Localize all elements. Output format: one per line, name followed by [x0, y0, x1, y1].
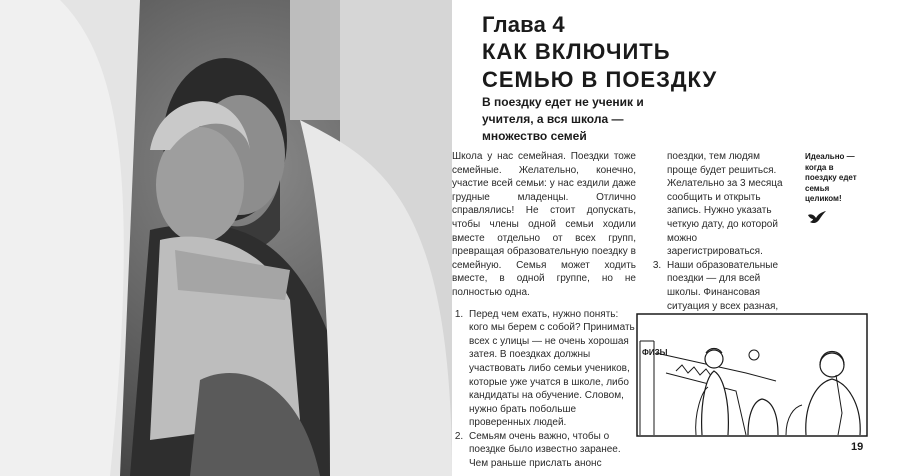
- list-item: 2. Семьям очень важно, чтобы о поездке было известно заранее. Чем раньше прислать анонс: [466, 430, 636, 471]
- page-number: 19: [851, 441, 864, 453]
- list-item-continuation: поездки, тем людям проще будет решиться. Желательно за 3 месяца сообщить и открыть запись. Нужно указать четкую дату, до которой можно зарегистрироваться.: [667, 151, 783, 258]
- sidenote: Идеально — когда в поездку едет семья целиком!: [805, 152, 857, 203]
- text-column-left: [452, 150, 636, 471]
- text-page: [452, 0, 900, 476]
- chapter-title: [482, 38, 717, 94]
- chapter-label: Глава 4: [482, 12, 565, 37]
- subtitle: В поездку едет не ученик и учителя, а вся школа — множество семей: [482, 95, 644, 143]
- list-item: 3. Наши образовательные поездки — для всей школы. Финансовая ситуация у всех разная,: [664, 259, 791, 395]
- illustration-sign: ФИЗЫ: [642, 348, 668, 357]
- title-line: СЕМЬЮ В ПОЕЗДКУ: [482, 67, 718, 92]
- illustration: [636, 313, 868, 437]
- title-line: КАК ВКЛЮЧИТЬ: [482, 39, 671, 64]
- bird-icon: [807, 210, 827, 226]
- intro-paragraph: Школа у нас семейная. Поездки тоже семейные. Желательно, конечно, участие всей семьи: у нас ездили даже грудные младенцы. Отлично справлялись! Не стоит допускать, чтобы члены одной семьи ходили вместе отдельно от всех групп, превращая образовательную поездку в семейную. Семья может ходить вместе, в одной группе, но не полностью одна.: [452, 151, 636, 298]
- numbered-list: [452, 308, 636, 471]
- list-item: 1. Перед чем ехать, нужно понять: кого мы берем с собой? Принимать всех с улицы — не очень хорошая затея. В поездках должны участвовать либо семьи учеников, которые уже учатся в школе, либо кандидаты на обучение. Словом, нужно брать побольше проверенных людей.: [466, 308, 636, 430]
